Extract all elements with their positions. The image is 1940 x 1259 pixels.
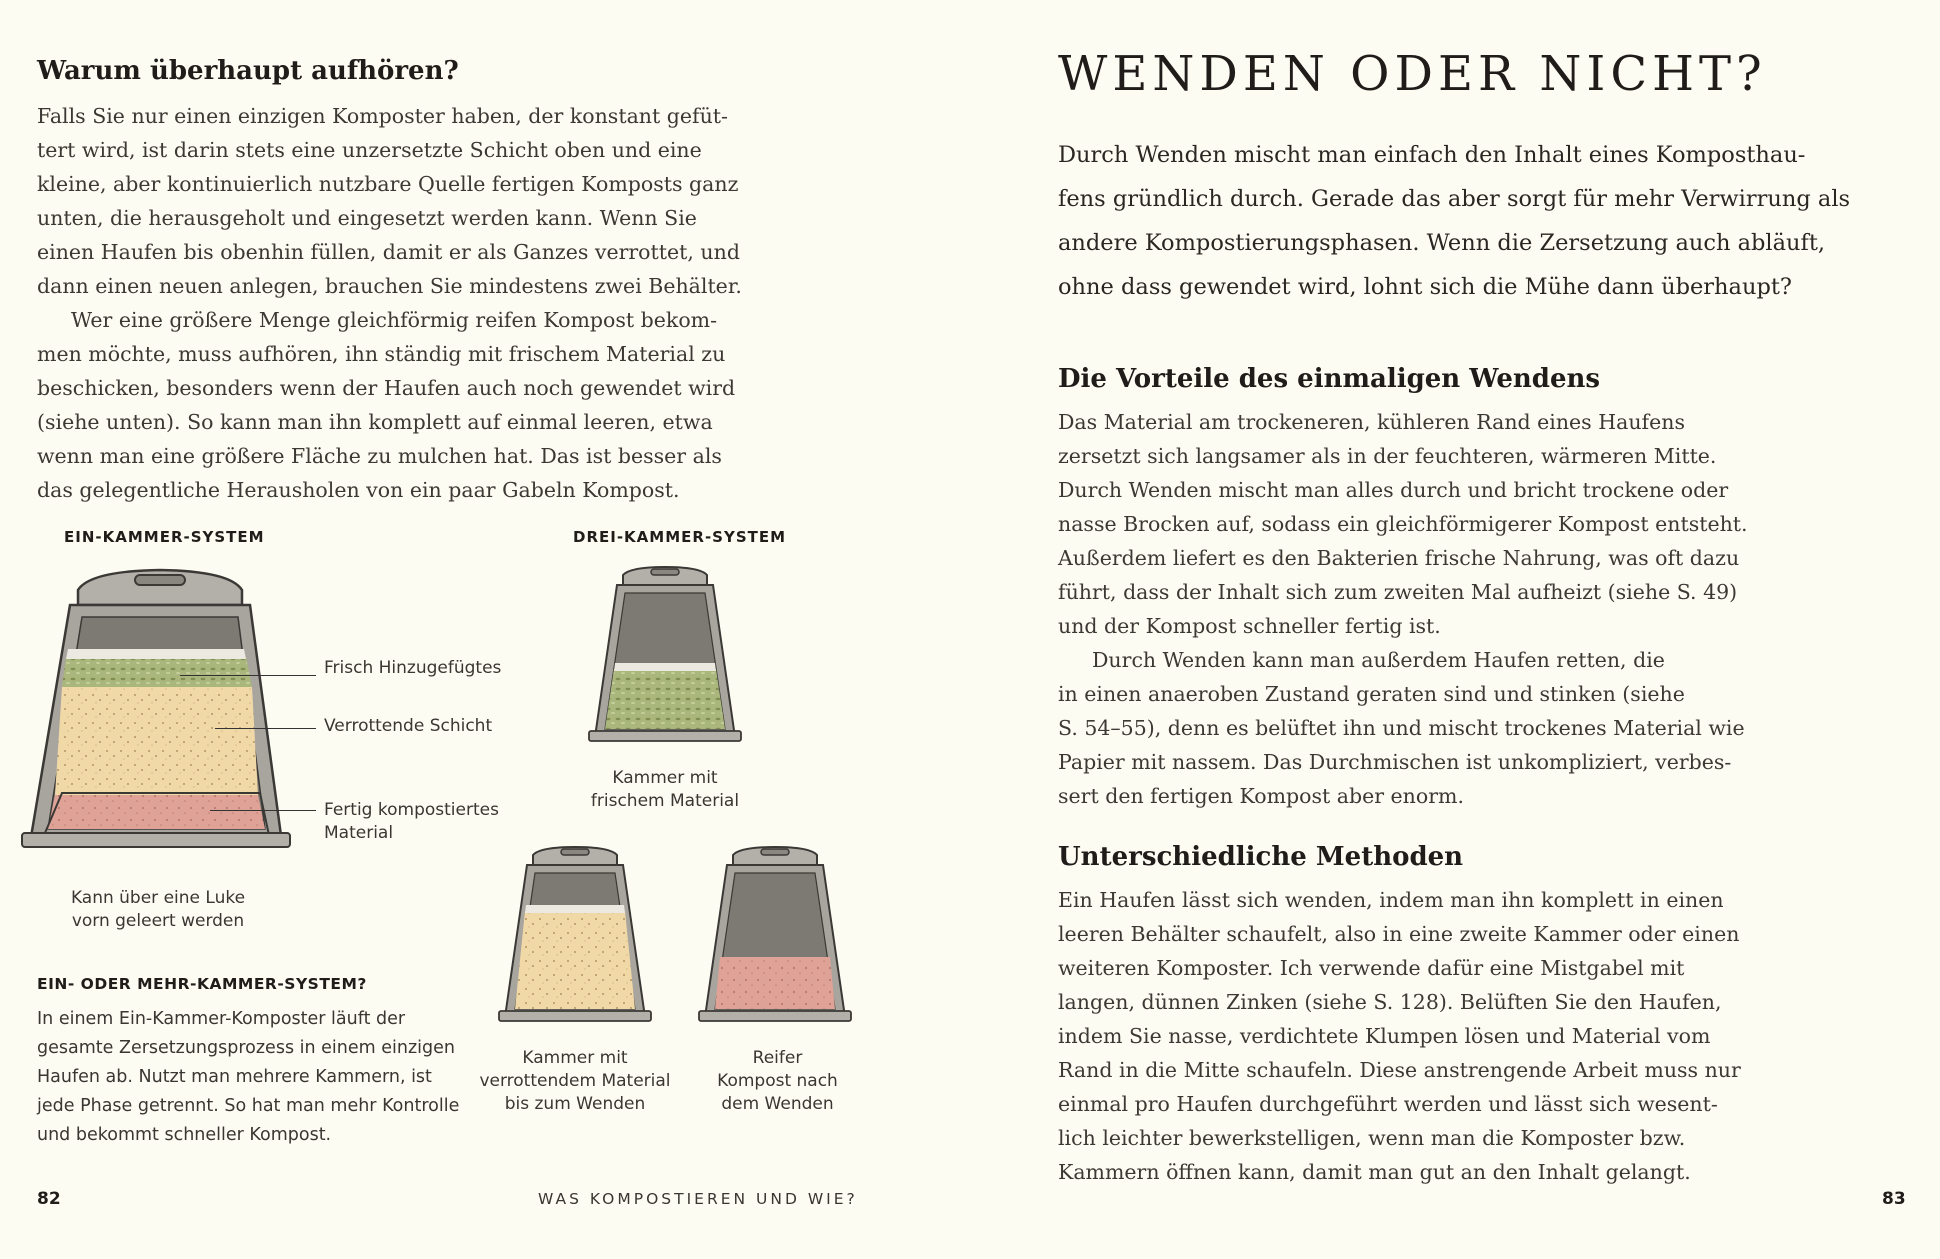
text-line: jede Phase getrennt. So hat man mehr Kontrolle bbox=[37, 1096, 460, 1116]
body-text bbox=[1058, 883, 1838, 1189]
fresh-chamber-bin-illustration bbox=[585, 565, 745, 750]
caption-line: Kann über eine Luke bbox=[70, 888, 246, 908]
page-number-left: 82 bbox=[37, 1189, 61, 1209]
page-title: WENDEN ODER NICHT? bbox=[1058, 46, 1767, 102]
text-line: langen, dünnen Zinken (siehe S. 128). Belüften Sie den Haufen, bbox=[1058, 990, 1722, 1014]
intro-text bbox=[1058, 133, 1858, 309]
text-line: tert wird, ist darin stets eine unzersetzte Schicht oben und eine bbox=[37, 138, 702, 162]
caption-line: Material bbox=[324, 823, 394, 843]
leader-line bbox=[210, 810, 316, 811]
layer-label-finished bbox=[324, 799, 499, 845]
ripe-chamber-bin-illustration bbox=[695, 845, 855, 1030]
text-line: zersetzt sich langsamer als in der feuchteren, wärmeren Mitte. bbox=[1058, 444, 1717, 468]
section-heading: Die Vorteile des einmaligen Wendens bbox=[1058, 364, 1601, 394]
text-line: In einem Ein-Kammer-Komposter läuft der bbox=[37, 1009, 406, 1029]
leader-line bbox=[180, 675, 316, 676]
text-line: leeren Behälter schaufelt, also in eine zweite Kammer oder einen bbox=[1058, 922, 1740, 946]
text-line: Wer eine größere Menge gleichförmig reifen Kompost bekom- bbox=[71, 308, 718, 332]
text-line: fens gründlich durch. Gerade das aber sorgt für mehr Verwirrung als bbox=[1058, 186, 1851, 212]
text-line: beschicken, besonders wenn der Haufen auch noch gewendet wird bbox=[37, 376, 736, 400]
text-line: weiteren Komposter. Ich verwende dafür eine Mistgabel mit bbox=[1058, 956, 1685, 980]
text-line: indem Sie nasse, verdichtete Klumpen lösen und Material vom bbox=[1058, 1024, 1711, 1048]
caption-line: Reifer bbox=[752, 1048, 803, 1068]
text-line: dann einen neuen anlegen, brauchen Sie mindestens zwei Behälter. bbox=[37, 274, 742, 298]
caption-line: vorn geleert werden bbox=[71, 911, 245, 931]
text-line: andere Kompostierungsphasen. Wenn die Zersetzung auch abläuft, bbox=[1058, 230, 1826, 256]
text-line: kleine, aber kontinuierlich nutzbare Quelle fertigen Komposts ganz bbox=[37, 172, 739, 196]
text-line: in einen anaeroben Zustand geraten sind und stinken (siehe bbox=[1058, 682, 1685, 706]
layer-label-fresh: Frisch Hinzugefügtes bbox=[324, 658, 502, 678]
text-line: sert den fertigen Kompost aber enorm. bbox=[1058, 784, 1464, 808]
text-line: führt, dass der Inhalt sich zum zweiten Mal aufheizt (siehe S. 49) bbox=[1058, 580, 1738, 604]
chamber-ripe-caption bbox=[700, 1047, 855, 1116]
text-line: ohne dass gewendet wird, lohnt sich die Mühe dann überhaupt? bbox=[1058, 274, 1792, 300]
caption-line: Kammer mit bbox=[612, 768, 718, 788]
text-line: einmal pro Haufen durchgeführt werden und lässt sich wesent- bbox=[1058, 1092, 1718, 1116]
rotting-chamber-bin-illustration bbox=[495, 845, 655, 1030]
single-bin-caption bbox=[40, 887, 276, 933]
text-line: Falls Sie nur einen einzigen Komposter haben, der konstant gefüt- bbox=[37, 104, 728, 128]
text-line: nasse Brocken auf, sodass ein gleichförmigerer Kompost entsteht. bbox=[1058, 512, 1748, 536]
chamber-rotting-caption bbox=[470, 1047, 680, 1116]
caption-line: Kompost nach bbox=[717, 1071, 838, 1091]
text-line: Außerdem liefert es den Bakterien frische Nahrung, was oft dazu bbox=[1058, 546, 1740, 570]
single-chamber-bin-illustration bbox=[20, 565, 300, 875]
text-line: das gelegentliche Herausholen von ein paar Gabeln Kompost. bbox=[37, 478, 680, 502]
text-line: Papier mit nassem. Das Durchmischen ist unkompliziert, verbes- bbox=[1058, 750, 1732, 774]
caption-line: verrottendem Material bbox=[479, 1071, 671, 1091]
layer-label-rotting: Verrottende Schicht bbox=[324, 716, 493, 736]
caption-line: frischem Material bbox=[590, 791, 740, 811]
caption-line: dem Wenden bbox=[721, 1094, 834, 1114]
text-line: Durch Wenden kann man außerdem Haufen retten, die bbox=[1092, 648, 1665, 672]
page-number-right: 83 bbox=[1882, 1189, 1906, 1209]
section-heading: Unterschiedliche Methoden bbox=[1058, 842, 1464, 872]
info-box-heading: EIN- ODER MEHR-KAMMER-SYSTEM? bbox=[37, 975, 367, 993]
chamber-fresh-caption bbox=[570, 767, 760, 813]
text-line: Rand in die Mitte schaufeln. Diese anstrengende Arbeit muss nur bbox=[1058, 1058, 1741, 1082]
leader-line bbox=[215, 728, 316, 729]
text-line: gesamte Zersetzungsprozess in einem einzigen bbox=[37, 1038, 455, 1058]
text-line: und bekommt schneller Kompost. bbox=[37, 1125, 332, 1145]
body-text bbox=[1058, 405, 1838, 813]
text-line: Durch Wenden mischt man alles durch und bricht trockene oder bbox=[1058, 478, 1729, 502]
text-line: Das Material am trockeneren, kühleren Rand eines Haufens bbox=[1058, 410, 1685, 434]
text-line: men möchte, muss aufhören, ihn ständig mit frischem Material zu bbox=[37, 342, 726, 366]
running-head: WAS KOMPOSTIEREN UND WIE? bbox=[538, 1190, 858, 1208]
single-chamber-label: EIN-KAMMER-SYSTEM bbox=[64, 528, 265, 546]
text-line: lich leichter bewerkstelligen, wenn man die Komposter bzw. bbox=[1058, 1126, 1686, 1150]
text-line: wenn man eine größere Fläche zu mulchen hat. Das ist besser als bbox=[37, 444, 722, 468]
triple-chamber-label: DREI-KAMMER-SYSTEM bbox=[573, 528, 787, 546]
text-line: Durch Wenden mischt man einfach den Inhalt eines Komposthau- bbox=[1058, 142, 1806, 168]
text-line: und der Kompost schneller fertig ist. bbox=[1058, 614, 1441, 638]
text-line: (siehe unten). So kann man ihn komplett auf einmal leeren, etwa bbox=[37, 410, 713, 434]
section-heading: Warum überhaupt aufhören? bbox=[37, 56, 459, 86]
text-line: Kammern öffnen kann, damit man gut an den Inhalt gelangt. bbox=[1058, 1160, 1691, 1184]
body-text bbox=[37, 99, 757, 507]
caption-line: bis zum Wenden bbox=[504, 1094, 646, 1114]
text-line: unten, die herausgeholt und eingesetzt werden kann. Wenn Sie bbox=[37, 206, 697, 230]
caption-line: Fertig kompostiertes bbox=[324, 800, 499, 820]
info-box-text bbox=[37, 1005, 459, 1150]
text-line: S. 54–55), denn es belüftet ihn und mischt trockenes Material wie bbox=[1058, 716, 1745, 740]
right-page bbox=[970, 0, 1940, 1259]
text-line: einen Haufen bis obenhin füllen, damit er als Ganzes verrottet, und bbox=[37, 240, 740, 264]
text-line: Haufen ab. Nutzt man mehrere Kammern, ist bbox=[37, 1067, 432, 1087]
caption-line: Kammer mit bbox=[522, 1048, 628, 1068]
text-line: Ein Haufen lässt sich wenden, indem man ihn komplett in einen bbox=[1058, 888, 1724, 912]
